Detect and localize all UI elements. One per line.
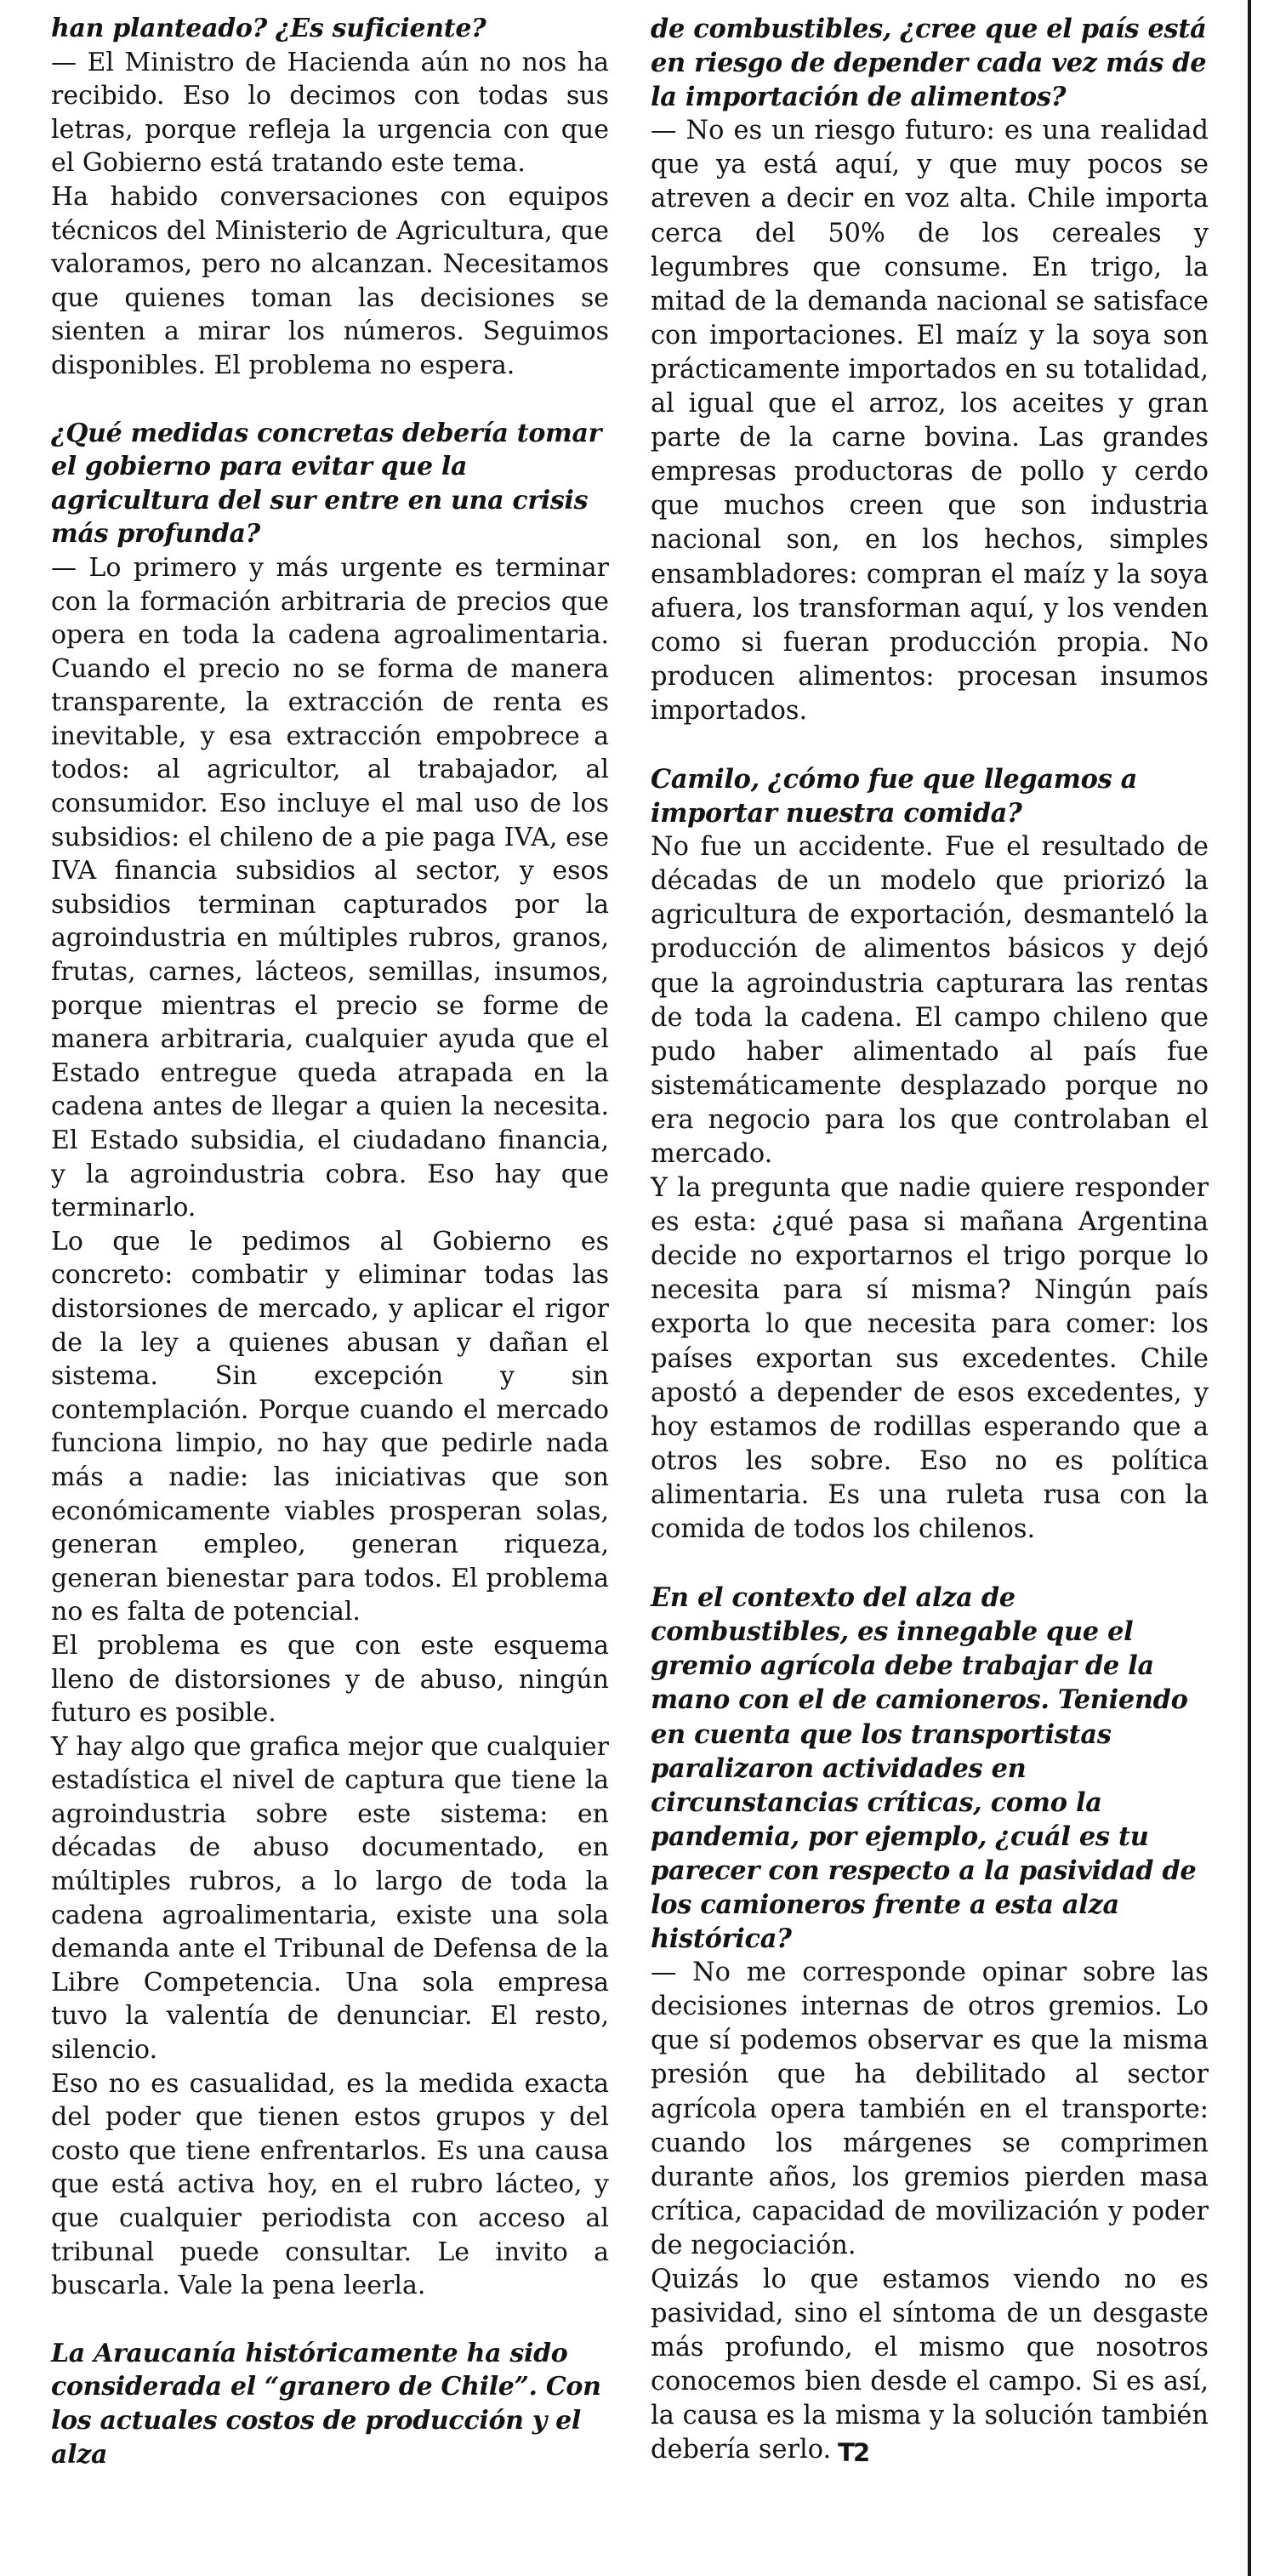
question-heading: de combustibles, ¿cree que el país está en riesgo de depender cada vez más de la importación de alimentos? — [651, 14, 1207, 113]
answer-text: Quizás lo que estamos viendo no es pasividad, sino el síntoma de un desgaste más profundo, el mismo que nosotros conocemos bien desde el campo. Si es así, la causa es la misma y la solución también debería serlo. — [651, 2265, 1209, 2465]
answer-paragraph: Y la pregunta que nadie quiere responder es esta: ¿qué pasa si mañana Argentina decide no exportarnos el trigo porque lo necesita para sí misma? Ningún país exporta lo que necesita para comer: los países exportan sus excedentes. Chile apostó a depender de esos excedentes, y hoy estamos de rodillas esperando que a otros les sobre. Eso no es política alimentaria. Es una ruleta rusa con la comida de todos los chilenos. — [651, 1173, 1209, 1545]
question-heading: han planteado? ¿Es suficiente? — [51, 14, 486, 43]
answer-paragraph: Ha habido conversaciones con equipos técnicos del Ministerio de Agricultura, que valoramos, pero no alcanzan. Necesitamos que quienes toman las decisiones se sienten a mirar los números. Seguimos disponibles. El problema no espera. — [51, 181, 609, 380]
answer-paragraph: El problema es que con este esquema lleno de distorsiones y de abuso, ningún futuro es posible. — [51, 1630, 609, 1729]
answer-paragraph: Lo que le pedimos al Gobierno es concreto: combatir y eliminar todas las distorsiones de mercado, y aplicar el rigor de la ley a quienes abusan y dañan el sistema. Sin excepción y sin contemplación. Porque cuando el mercado funciona limpio, no hay que pedirle nada más a nadie: las iniciativas que son económicamente viables prosperan solas, generan empleo, generan riqueza, generan bienestar para todos. El problema no es falta de potencial. — [51, 1226, 609, 1627]
answer-paragraph — [651, 2263, 1209, 2468]
answer-paragraph: Y hay algo que grafica mejor que cualquier estadística el nivel de captura que tiene la agroindustria sobre este sistema: en décadas de abuso documentado, en múltiples rubros, a lo largo de toda la cadena agroalimentaria, existe una sola demanda ante el Tribunal de Defensa de la Libre Competencia. Una sola empresa tuvo la valentía de denunciar. El resto, silencio. — [51, 1731, 609, 2066]
answer-paragraph: — El Ministro de Hacienda aún no nos ha recibido. Eso lo decimos con todas sus letras, porque refleja la urgencia con que el Gobierno está tratando este tema. — [51, 47, 609, 179]
question-heading: En el contexto del alza de combustibles, es innegable que el gremio agrícola debe trabajar de la mano con el de camioneros. Teniendo en cuenta que los transportistas paralizaron actividades en circunstancias críticas, como la pandemia, por ejemplo, ¿cuál es tu parecer con respecto a la pasividad de los camioneros frente a esta alza histórica? — [651, 1582, 1197, 1955]
article-column-left — [51, 12, 609, 2471]
answer-paragraph: — Lo primero y más urgente es terminar con la formación arbitraria de precios que opera en toda la cadena agroalimentaria. Cuando el precio no se forma de manera transparente, la extracción de renta es inevitable, y esa extracción empobrece a todos: al agricultor, al trabajador, al consumidor. Eso incluye el mal uso de los subsidios: el chileno de a pie paga IVA, ese IVA financia subsidios al sector, y esos subsidios terminan capturados por la agroindustria en múltiples rubros, granos, frutas, carnes, lácteos, semillas, insumos, porque mientras el precio se forme de manera arbitraria, cualquier ayuda que el Estado entregue queda atrapada en la cadena antes de llegar a quien la necesita. El Estado subsidia, el ciudadano financia, y la agroindustria cobra. Eso hay que terminarlo. — [51, 552, 609, 1223]
answer-paragraph: — No es un riesgo futuro: es una realidad que ya está aquí, y que muy pocos se atreven a decir en voz alta. Chile importa cerca del 50% de los cereales y legumbres que consume. En trigo, la mitad de la demanda nacional se satisface con importaciones. El maíz y la soya son prácticamente importados en su totalidad, al igual que el arroz, los aceites y gran parte de la carne bovina. Las grandes empresas productoras de pollo y cerdo que muchos creen que son industria nacional son, en los hechos, simples ensambladores: compran el maíz y la soya afuera, los transforman aquí, y los venden como si fueran producción propia. No producen alimentos: procesan insumos importados. — [651, 116, 1209, 726]
question-heading: ¿Qué medidas concretas debería tomar el gobierno para evitar que la agricultura del sur entre en una crisis más profunda? — [51, 418, 602, 550]
publication-end-logo: T2 — [838, 2438, 869, 2468]
answer-paragraph: — No me corresponde opinar sobre las decisiones internas de otros gremios. Lo que sí podemos observar es que la misma presión que ha debilitado al sector agrícola opera también en el transporte: cuando los márgenes se comprimen durante años, los gremios pierden masa crítica, capacidad de movilización y poder de negociación. — [651, 1958, 1209, 2260]
article-column-right — [651, 12, 1209, 2468]
page-edge-rule — [1248, 0, 1251, 2576]
answer-paragraph: Eso no es casualidad, es la medida exacta del poder que tienen estos grupos y del costo que tiene enfrentarlos. Es una causa que está activa hoy, en el rubro lácteo, y que cualquier periodista con acceso al tribunal puede consultar. Le invito a buscarla. Vale la pena leerla. — [51, 2068, 609, 2301]
question-heading: La Araucanía históricamente ha sido considerada el “granero de Chile”. Con los actuales costos de producción y el alza — [51, 2338, 601, 2470]
question-heading: Camilo, ¿cómo fue que llegamos a importar nuestra comida? — [651, 763, 1138, 829]
answer-paragraph: No fue un accidente. Fue el resultado de décadas de un modelo que priorizó la agricultura de exportación, desmanteló la producción de alimentos básicos y dejó que la agroindustria capturara las rentas de toda la cadena. El campo chileno que pudo haber alimentado al país fue sistemáticamente desplazado porque no era negocio para los que controlaban el mercado. — [651, 832, 1209, 1169]
